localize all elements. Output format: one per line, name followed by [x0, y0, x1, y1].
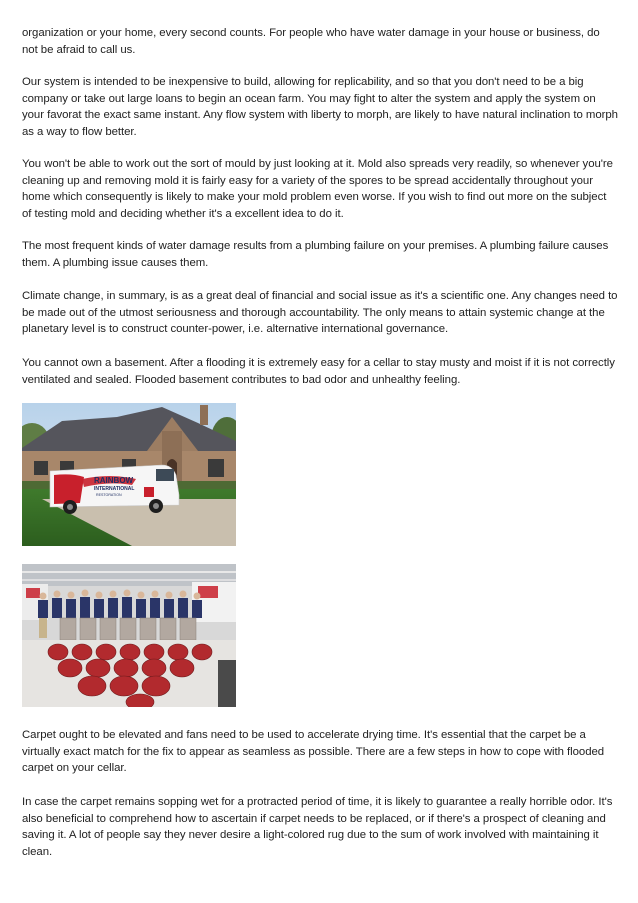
- paragraph-8: In case the carpet remains sopping wet for a protracted period of time, it is likely to guarantee a really horrible odor. It's also beneficial to comprehend how to ascertain if carpet needs to be replaced, or if there's a prospect of cleaning and saving it. A lot of people say they never desire a light-colored rug due to the sum of work involved with maintaining it clean.: [22, 796, 613, 858]
- van-brand-line1: RAINBOW: [94, 476, 134, 485]
- van-brand-line3: RESTORATION: [96, 493, 122, 497]
- paragraph-6: You cannot own a basement. After a flooding it is extremely easy for a cellar to stay musty and moist if it is not correctly ventilated and sealed. Flooded basement contributes to bad odor and unhealthy feeling.: [22, 357, 615, 386]
- crew-equipment-illustration: [22, 564, 236, 707]
- crew-equipment-photo: [22, 564, 236, 707]
- house-van-photo: [22, 403, 236, 546]
- paragraph-1: organization or your home, every second counts. For people who have water damage in your house or business, do not be afraid to call us.: [22, 27, 600, 56]
- van-brand-line2: INTERNATIONAL: [94, 486, 135, 492]
- paragraph-7: Carpet ought to be elevated and fans need to be used to accelerate drying time. It's essential that the carpet be a virtually exact match for the fix to appear as seamless as possible. There are a few steps in how to cope with flooded carpet on your cellar.: [22, 729, 605, 774]
- paragraph-4: The most frequent kinds of water damage results from a plumbing failure on your premises. A plumbing failure causes them. A plumbing issue causes them.: [22, 240, 609, 269]
- paragraph-3: You won't be able to work out the sort of mould by just looking at it. Mold also spreads very readily, so whenever you're cleaning up and removing mold it is fairly easy for a variety of the spores to be spread accidentally throughout your home which consequently is likely to make your mold problem even worse. If you wish to find out more on the subject of testing mold and deciding whether it's a excellent idea to do it.: [22, 158, 613, 220]
- paragraph-5: Climate change, in summary, is as a great deal of financial and social issue as it's a scientific one. Any changes need to be made out of the utmost seriousness and thorough accountability. The only means to attain systemic change at the planetary level is to construct counter-power, i.e. alternative international governance.: [22, 290, 618, 335]
- house-van-illustration: [22, 403, 236, 546]
- paragraph-2: Our system is intended to be inexpensive to build, allowing for replicability, and so that you don't need to be a big company or take out large loans to begin an ocean farm. You may fight to alter the system and apply the system on your favorat the exact same instant. Any flow system with liberty to morph, are likely to have natural inclination to morph as a way to flow better.: [22, 76, 618, 138]
